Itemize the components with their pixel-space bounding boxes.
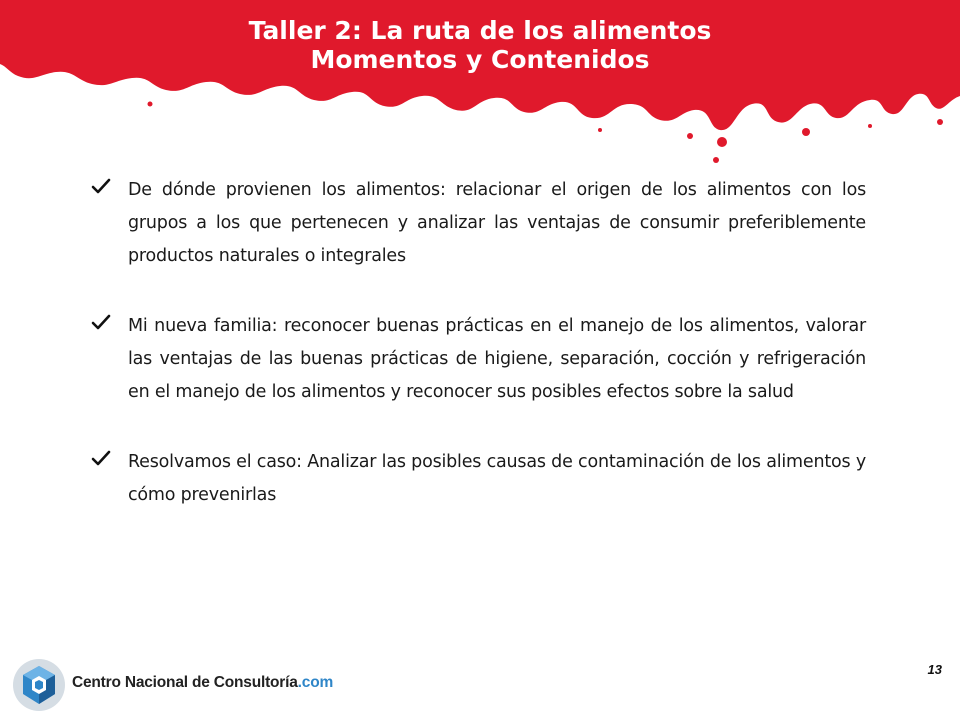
bullet-list — [90, 174, 866, 549]
list-item — [90, 174, 866, 273]
company-brand — [72, 674, 333, 692]
list-item — [90, 446, 866, 512]
check-icon — [90, 176, 112, 198]
bullet-text: De dónde provienen los alimentos: relacionar el origen de los alimentos con los grupos a los que pertenecen y analizar las ventajas de consumir preferiblemente productos naturales o integrales — [128, 180, 866, 266]
bullet-text: Resolvamos el caso: Analizar las posibles causas de contaminación de los alimentos y cómo prevenirlas — [128, 452, 866, 505]
brand-suffix: .com — [297, 674, 334, 691]
title-line-2: Momentos y Contenidos — [310, 45, 650, 74]
page-title — [0, 16, 960, 74]
title-line-1: Taller 2: La ruta de los alimentos — [248, 16, 712, 45]
list-item — [90, 310, 866, 409]
bullet-text: Mi nueva familia: reconocer buenas prácticas en el manejo de los alimentos, valorar las ventajas de las buenas prácticas de higiene, separación, cocción y refrigeración en el manejo de los alimentos y reconocer sus posibles efectos sobre la salud — [128, 316, 866, 402]
check-icon — [90, 448, 112, 470]
brand-name: Centro Nacional de Consultoría — [72, 674, 298, 691]
page-number: 13 — [927, 662, 942, 677]
company-logo-icon — [12, 658, 66, 712]
check-icon — [90, 312, 112, 334]
